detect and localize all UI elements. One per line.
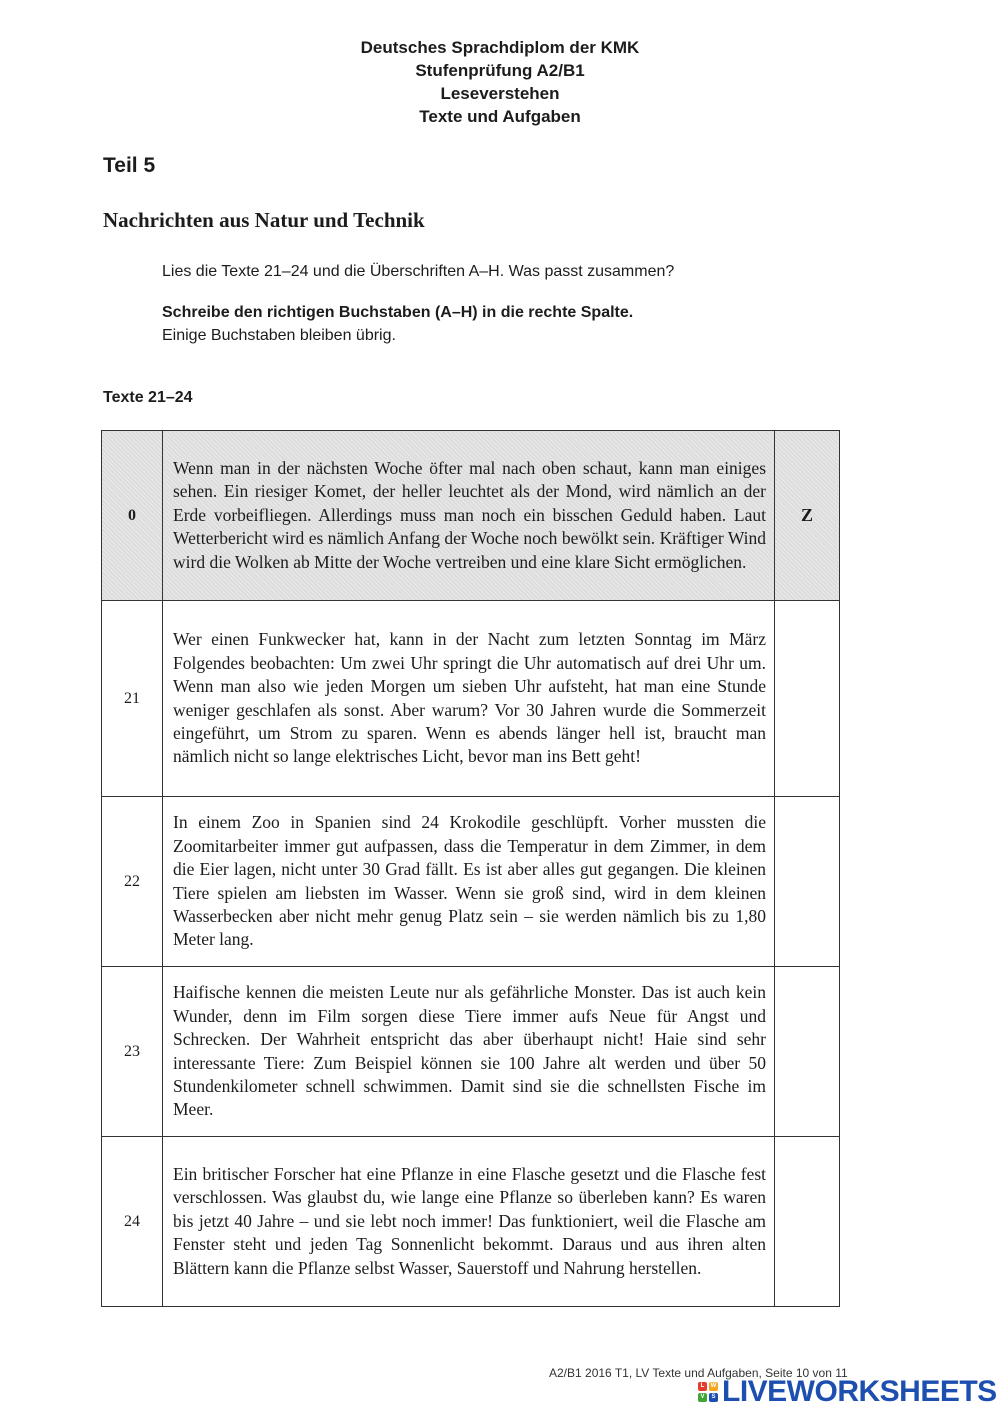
- answer-cell[interactable]: [775, 1137, 840, 1307]
- logo-text: LIVEWORKSHEETS: [722, 1375, 997, 1408]
- header-line-3: Leseverstehen: [440, 84, 560, 103]
- instruction-write: Schreibe den richtigen Buchstaben (A–H) in die rechte Spalte.: [162, 304, 634, 321]
- instruction-note: Einige Buchstaben bleiben übrig.: [162, 327, 396, 344]
- table-row: [102, 601, 840, 797]
- row-text: Wenn man in der nächsten Woche öfter mal nach oben schaut, kann man einiges sehen. Ein riesiger Komet, der heller leuchtet als der Mond, wird nämlich an der Erde vorbeifliegen. Allerdings muss man noch ein bisschen Geduld haben. Laut Wetterbericht wird es nämlich Anfang der Woche noch bewölkt sein. Kräftiger Wind wird die Wolken ab Mitte der Woche vertreiben und eine klare Sicht ermöglichen.: [163, 431, 775, 601]
- answer-cell[interactable]: [775, 797, 840, 967]
- part-title: Teil 5: [103, 154, 156, 177]
- row-number: 22: [102, 797, 163, 967]
- logo-block: L: [698, 1382, 707, 1391]
- row-number: 0: [102, 431, 163, 601]
- page-footer: A2/B1 2016 T1, LV Texte und Aufgaben, Seite 10 von 11: [549, 1366, 848, 1380]
- document-header: [0, 36, 1000, 128]
- header-line-2: Stufenprüfung A2/B1: [415, 61, 585, 80]
- table-row: [102, 797, 840, 967]
- table-row-example: [102, 431, 840, 601]
- table-row: [102, 1137, 840, 1307]
- answer-cell[interactable]: [775, 601, 840, 797]
- answer-cell[interactable]: [775, 967, 840, 1137]
- logo-block: W: [710, 1383, 717, 1389]
- liveworksheets-logo[interactable]: [698, 1376, 997, 1408]
- logo-block: V: [698, 1393, 707, 1402]
- instruction-read: Lies die Texte 21–24 und die Überschriften A–H. Was passt zusammen?: [162, 263, 675, 280]
- row-text: Haifische kennen die meisten Leute nur als gefährliche Monster. Das ist auch kein Wunder, denn im Film sorgen diese Tiere immer aufs Neue für Angst und Schrecken. Der Wahrheit entspricht das aber überhaupt nicht! Haie sind sehr interessante Tiere: Zum Beispiel können sie 100 Jahre alt werden und über 50 Stundenkilometer schnell schwimmen. Damit sind sie die schnellsten Fische im Meer.: [163, 967, 775, 1137]
- row-text: In einem Zoo in Spanien sind 24 Krokodile geschlüpft. Vorher mussten die Zoomitarbeiter immer gut aufpassen, dass die Temperatur in dem Zimmer, in dem die Eier lagen, nicht unter 30 Grad fällt. Es ist aber alles gut gegangen. Die kleinen Tiere spielen am liebsten im Wasser. Wenn sie groß sind, wird in dem kleinen Wasserbecken aber nicht mehr genug Platz sein – sie werden nämlich bis zu 1,80 Meter lang.: [163, 797, 775, 967]
- header-line-1: Deutsches Sprachdiplom der KMK: [360, 38, 640, 57]
- logo-block: S: [709, 1393, 718, 1402]
- row-text: Ein britischer Forscher hat eine Pflanze in eine Flasche gesetzt und die Flasche fest verschlossen. Was glaubst du, wie lange eine Pflanze so überleben kann? Es waren bis jetzt 40 Jahre – und sie lebt noch immer! Das funktioniert, weil die Flasche am Fenster steht und jeden Tag Sonnenlicht bekommt. Daraus und aus ihren alten Blättern kann die Pflanze selbst Wasser, Sauerstoff und Nahrung herstellen.: [163, 1137, 775, 1307]
- task-table: [101, 430, 840, 1307]
- texts-heading: Texte 21–24: [103, 389, 193, 406]
- logo-icon: [698, 1382, 718, 1402]
- row-number: 21: [102, 601, 163, 797]
- row-number: 23: [102, 967, 163, 1137]
- answer-cell: Z: [775, 431, 840, 601]
- table-row: [102, 967, 840, 1137]
- header-line-4: Texte und Aufgaben: [419, 107, 581, 126]
- section-title: Nachrichten aus Natur und Technik: [103, 208, 425, 232]
- row-number: 24: [102, 1137, 163, 1307]
- row-text: Wer einen Funkwecker hat, kann in der Nacht zum letzten Sonntag im März Folgendes beobachten: Um zwei Uhr springt die Uhr automatisch auf drei Uhr um. Wenn man also wie jeden Morgen um sieben Uhr aufsteht, hat man eine Stunde weniger geschlafen als sonst. Aber warum? Vor 30 Jahren wurde die Sommerzeit eingeführt, um Strom zu sparen. Wenn es abends länger hell ist, braucht man nämlich nicht so lange elektrisches Licht, bevor man ins Bett geht!: [163, 601, 775, 797]
